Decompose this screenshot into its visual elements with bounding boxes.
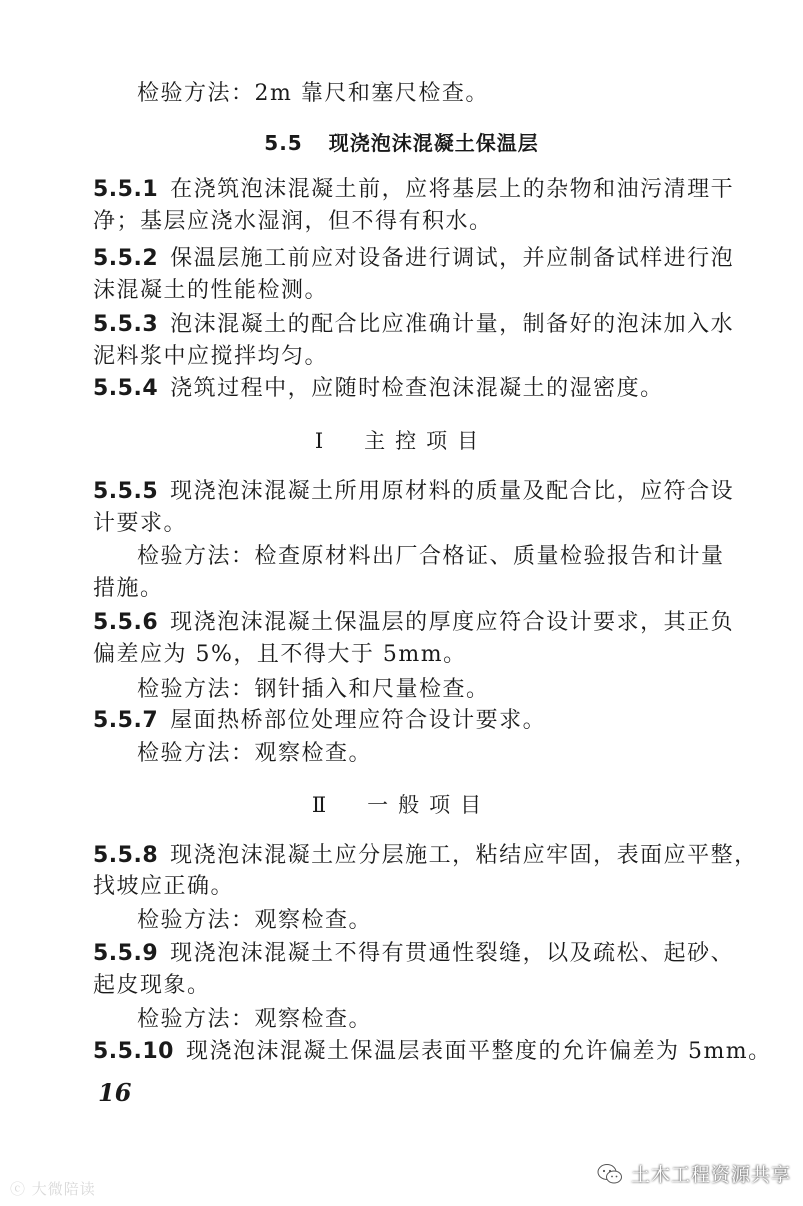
- page-number: 16: [98, 1078, 132, 1107]
- subsection-heading-general-items: Ⅱ 一般项目: [311, 793, 492, 817]
- clause-text: 现浇泡沫混凝土保温层的厚度应符合设计要求，其正负: [170, 610, 735, 635]
- section-number: 5.5: [264, 131, 303, 155]
- text-line: 起皮现象。: [93, 973, 211, 998]
- clause-text: 现浇泡沫混凝土保温层表面平整度的允许偏差为 5mm。: [185, 1039, 772, 1064]
- text-line: 措施。: [93, 576, 164, 601]
- inspection-method: 检验方法：观察检查。: [137, 908, 373, 933]
- clause-text: 现浇泡沫混凝土所用原材料的质量及配合比，应符合设: [170, 479, 735, 504]
- clause-5-5-5: [93, 478, 735, 506]
- text-line: 计要求。: [93, 511, 188, 536]
- clause-5-5-1: [93, 176, 735, 204]
- wechat-icon: [597, 1163, 623, 1185]
- clause-5-5-3: [93, 311, 735, 339]
- inspection-method: 检验方法：观察检查。: [137, 1007, 373, 1032]
- clause-number: 5.5.1: [93, 177, 159, 202]
- text-line: 沫混凝土的性能检测。: [93, 278, 329, 303]
- subsection-heading-main-items: Ⅰ 主控项目: [314, 429, 489, 453]
- clause-5-5-9: [93, 940, 735, 968]
- clause-number: 5.5.9: [93, 941, 159, 966]
- clause-number: 5.5.5: [93, 479, 159, 504]
- clause-text: 浇筑过程中，应随时检查泡沫混凝土的湿密度。: [170, 376, 664, 401]
- section-title: 现浇泡沫混凝土保温层: [328, 131, 539, 155]
- clause-number: 5.5.10: [93, 1039, 174, 1064]
- text-line: 检验方法：2m 靠尺和塞尺检查。: [137, 81, 489, 106]
- clause-number: 5.5.6: [93, 610, 159, 635]
- clause-5-5-10: [93, 1038, 772, 1066]
- text-line: 泥料浆中应搅拌均匀。: [93, 344, 329, 369]
- text-line: 找坡应正确。: [93, 874, 235, 899]
- watermark-right-text: 土木工程资源共享: [630, 1164, 791, 1186]
- clause-text: 现浇泡沫混凝土不得有贯通性裂缝，以及疏松、起砂、: [170, 941, 735, 966]
- watermark-right: [597, 1160, 791, 1187]
- text-line: 净；基层应浇水湿润，但不得有积水。: [93, 209, 493, 234]
- text-line: 偏差应为 5%，且不得大于 5mm。: [93, 642, 467, 667]
- clause-5-5-2: [93, 245, 735, 273]
- clause-5-5-6: [93, 609, 735, 637]
- watermark-left: ⓒ 大微陪读: [10, 1180, 96, 1198]
- section-heading: [0, 129, 803, 157]
- inspection-method: 检验方法：观察检查。: [137, 741, 373, 766]
- clause-number: 5.5.7: [93, 708, 159, 733]
- clause-number: 5.5.8: [93, 843, 159, 868]
- clause-text: 在浇筑泡沫混凝土前，应将基层上的杂物和油污清理干: [170, 177, 735, 202]
- clause-number: 5.5.4: [93, 376, 159, 401]
- clause-5-5-4: [93, 375, 711, 403]
- inspection-method: 检验方法：钢针插入和尺量检查。: [137, 677, 490, 702]
- clause-text: 现浇泡沫混凝土应分层施工，粘结应牢固，表面应平整，: [170, 843, 758, 868]
- clause-number: 5.5.3: [93, 312, 159, 337]
- clause-number: 5.5.2: [93, 246, 159, 271]
- clause-5-5-7: [93, 707, 711, 735]
- clause-text: 保温层施工前应对设备进行调试，并应制备试样进行泡: [170, 246, 735, 271]
- clause-text: 屋面热桥部位处理应符合设计要求。: [170, 708, 547, 733]
- inspection-method: 检验方法：检查原材料出厂合格证、质量检验报告和计量: [137, 544, 725, 569]
- clause-5-5-8: [93, 842, 758, 870]
- clause-text: 泡沫混凝土的配合比应准确计量，制备好的泡沫加入水: [170, 312, 735, 337]
